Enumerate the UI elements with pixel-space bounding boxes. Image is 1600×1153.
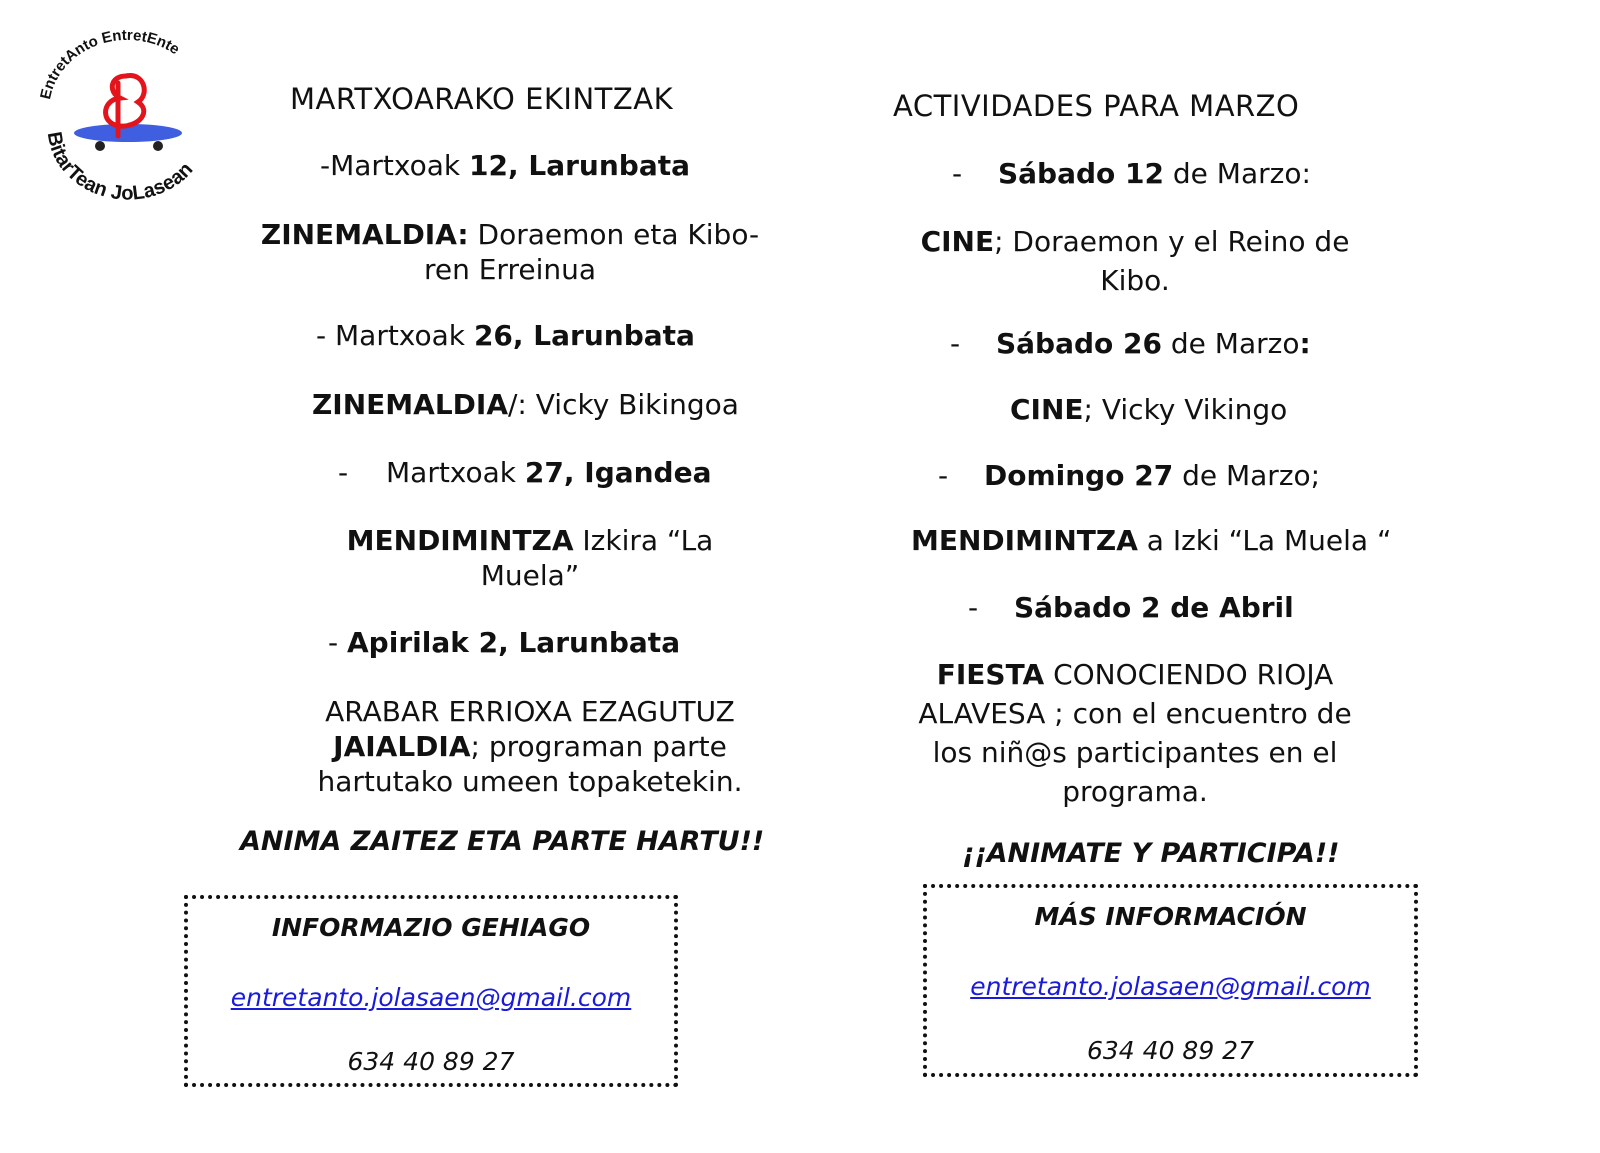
- right-event1-dash: -: [952, 157, 963, 190]
- left-event3-date-prefix: Martxoak: [386, 456, 525, 489]
- left-event3-date: [338, 455, 712, 491]
- logo-top-text: EntretAnto EntretEnte: [37, 28, 183, 101]
- right-info-phone: 634 40 89 27: [1087, 1036, 1254, 1065]
- right-info-box: [923, 884, 1418, 1077]
- right-event2-dash: -: [950, 327, 961, 360]
- right-event4-text-c: los niñ@s participantes en el: [932, 736, 1338, 769]
- right-event2-text: ; Vicky Vikingo: [1083, 393, 1288, 426]
- right-event4-text-a: CONOCIENDO RIOJA: [1044, 658, 1334, 691]
- right-event3-desc: [911, 523, 1391, 559]
- left-call-to-action: ANIMA ZAITEZ ETA PARTE HARTU!!: [240, 826, 765, 857]
- left-event4-label: JAIALDIA: [333, 730, 471, 763]
- right-heading: ACTIVIDADES PARA MARZO: [893, 89, 1300, 123]
- left-event2-date-prefix: - Martxoak: [316, 319, 474, 352]
- right-event4-text-b: ALAVESA ; con el encuentro de: [918, 697, 1352, 730]
- right-info-email-link[interactable]: entretanto.jolasaen@gmail.com: [970, 972, 1371, 1001]
- right-event4-text-d: programa.: [1062, 775, 1208, 808]
- left-event1-text-a: Doraemon eta Kibo-: [468, 218, 760, 251]
- right-event2-date: [950, 326, 1311, 362]
- left-event1-date-bold: 12, Larunbata: [469, 149, 691, 182]
- svg-text:EntretAnto EntretEnte: [37, 28, 182, 101]
- right-event4-dash: -: [968, 591, 979, 624]
- right-call-to-action: ¡¡ANIMATE Y PARTICIPA!!: [962, 838, 1340, 869]
- left-event1-label: ZINEMALDIA:: [260, 218, 469, 251]
- left-info-box: [184, 895, 678, 1087]
- right-event2-date-bold: Sábado 26: [996, 327, 1162, 360]
- right-event1-date: [952, 156, 1311, 192]
- left-event3-dash: -: [338, 456, 349, 489]
- right-event2-date-text: de Marzo: [1162, 327, 1300, 360]
- right-event4-label: FIESTA: [936, 658, 1045, 691]
- right-event3-dash: -: [938, 459, 949, 492]
- right-event2-desc: [1010, 392, 1287, 428]
- right-event4-desc: [900, 655, 1370, 811]
- right-event4-date: [968, 590, 1294, 626]
- left-info-title: INFORMAZIO GEHIAGO: [271, 913, 591, 942]
- left-event4-line1: ARABAR ERRIOXA EZAGUTUZ: [325, 695, 735, 728]
- left-event3-text-b: Muela”: [480, 559, 580, 592]
- left-event1-date-prefix: -Martxoak: [320, 149, 470, 182]
- right-event1-text-b: Kibo.: [1100, 264, 1170, 297]
- left-event1-desc: [250, 217, 770, 287]
- left-event1-date: [320, 148, 690, 184]
- left-event4-line3: hartutako umeen topaketekin.: [317, 765, 743, 798]
- left-event4-desc: [300, 694, 760, 799]
- left-event3-desc: [300, 523, 760, 593]
- left-event2-date: [316, 318, 695, 354]
- left-info-email-link[interactable]: entretanto.jolasaen@gmail.com: [230, 983, 632, 1012]
- right-event3-date: [938, 458, 1320, 494]
- left-event2-text: /: Vicky Bikingoa: [508, 388, 739, 421]
- left-info-phone: 634 40 89 27: [347, 1047, 515, 1076]
- right-info-title: MÁS INFORMACIÓN: [1034, 902, 1307, 931]
- left-event4-dash: -: [328, 626, 348, 659]
- right-event3-label: MENDIMINTZA: [911, 524, 1138, 557]
- left-heading: MARTXOARAKO EKINTZAK: [290, 82, 674, 116]
- left-event4-date-bold: Apirilak 2, Larunbata: [347, 626, 681, 659]
- left-event4-line2: ; programan parte: [470, 730, 727, 763]
- logo: [30, 28, 220, 203]
- left-event3-date-bold: 27, Igandea: [524, 456, 712, 489]
- right-event3-date-bold: Domingo 27: [984, 459, 1174, 492]
- right-event3-text: a Izki “La Muela “: [1137, 524, 1392, 557]
- left-event2-date-bold: 26, Larunbata: [473, 319, 695, 352]
- right-event1-text-a: ; Doraemon y el Reino de: [994, 225, 1350, 258]
- logo-bottom-text: BitarTean JoLasean: [42, 130, 198, 203]
- left-event2-label: ZINEMALDIA: [312, 388, 508, 421]
- left-event2-desc: [312, 387, 739, 423]
- right-event3-date-text: de Marzo;: [1173, 459, 1321, 492]
- right-event1-desc: [900, 222, 1370, 300]
- right-event2-label: CINE: [1010, 393, 1084, 426]
- right-event1-label: CINE: [920, 225, 995, 258]
- left-event1-text-b: ren Erreinua: [423, 253, 597, 286]
- left-event4-date: [328, 625, 680, 661]
- right-event1-date-text: de Marzo:: [1164, 157, 1311, 190]
- right-event1-date-bold: Sábado 12: [998, 157, 1164, 190]
- right-event2-date-colon: :: [1299, 327, 1311, 360]
- right-event4-date-bold: Sábado 2 de Abril: [1014, 591, 1294, 624]
- left-event3-text-a: Izkira “La: [573, 524, 714, 557]
- left-event3-label: MENDIMINTZA: [346, 524, 574, 557]
- logo-graphic: [30, 28, 220, 203]
